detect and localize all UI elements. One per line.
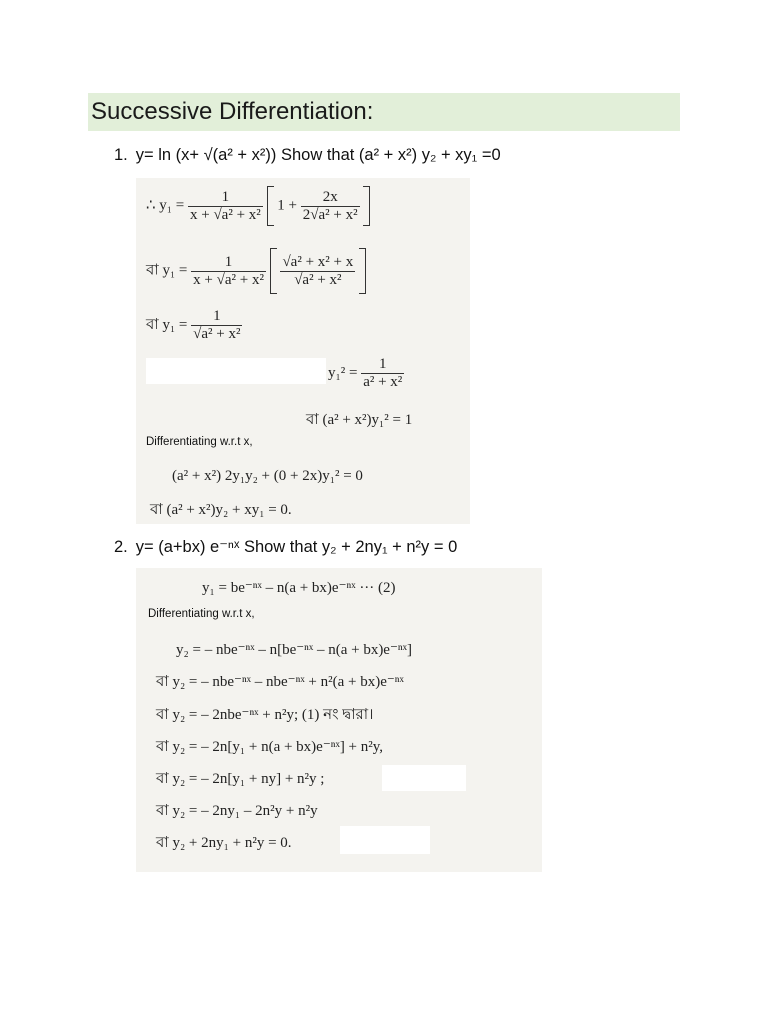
s1-l2-lhs: বা y₁ =: [146, 262, 188, 279]
solution-1-scan: [136, 178, 470, 524]
s1-l2-num: 1: [191, 254, 266, 272]
s1-l2-frac: [191, 254, 266, 289]
solution-1-diff-note: Differentiating w.r.t x,: [146, 436, 253, 448]
solution-2-diff-note: Differentiating w.r.t x,: [148, 608, 255, 620]
s1-l1-den: x + √a² + x²: [189, 206, 261, 223]
s1-l1-inner-den: 2√a² + x²: [302, 206, 358, 223]
s1-l2-den: x + √a² + x²: [193, 271, 264, 288]
solution-2-line-1: y₁ = be⁻ⁿˣ – n(a + bx)e⁻ⁿˣ ··· (2): [202, 580, 396, 596]
s1-l3-num: 1: [191, 308, 242, 326]
solution-1-line-7: বা (a² + x²)y₂ + xy₁ = 0.: [150, 502, 292, 518]
s1-l2-inner-den: √a² + x²: [294, 271, 342, 288]
solution-1-line-4: [328, 356, 404, 391]
s1-l2-bracket-left: [270, 248, 277, 294]
problem-2-text: y= (a+bx) e⁻ⁿˣ Show that y₂ + 2ny₁ + n²y = 0: [135, 538, 458, 556]
solution-2-line-5: বা y₂ = – 2n[y₁ + n(a + bx)e⁻ⁿˣ] + n²y,: [156, 739, 384, 755]
problem-1-statement: [114, 146, 501, 165]
s1-l1-num: 1: [188, 189, 263, 207]
s1-l1-bracket-left: [267, 186, 274, 226]
s1-l1-frac: [188, 189, 263, 224]
solution-1-line-2: [146, 248, 366, 294]
problem-1-number: 1.: [114, 146, 128, 164]
s1-l4-den: a² + x²: [363, 374, 403, 390]
solution-2-line-2: y₂ = – nbe⁻ⁿˣ – n[be⁻ⁿˣ – n(a + bx)e⁻ⁿˣ]: [176, 642, 412, 658]
redaction-box-3: [340, 826, 430, 854]
s1-l2-bracket-right: [359, 248, 366, 294]
solution-1-line-5: বা (a² + x²)y₁² = 1: [306, 412, 413, 428]
s1-l4-lhs: y₁² =: [328, 364, 358, 381]
s1-l3-frac: [191, 308, 242, 343]
redaction-box-2: [382, 765, 466, 791]
problem-2-number: 2.: [114, 538, 128, 556]
solution-2-line-6: বা y₂ = – 2n[y₁ + ny] + n²y ;: [156, 771, 325, 787]
solution-2-line-3: বা y₂ = – nbe⁻ⁿˣ – nbe⁻ⁿˣ + n²(a + bx)e⁻ⁿˣ: [156, 674, 404, 690]
solution-2-line-7: বা y₂ = – 2ny₁ – 2n²y + n²y: [156, 803, 318, 819]
s1-l1-bracket-right: [363, 186, 370, 226]
s1-l1-inner-frac: [301, 189, 360, 224]
solution-1-line-3: [146, 308, 242, 343]
s1-l2-inner-num: √a² + x² + x: [282, 253, 354, 270]
problem-1-text: y= ln (x+ √(a² + x²)) Show that (a² + x²) y₂ + xy₁ =0: [135, 146, 501, 164]
s1-l3-lhs: বা y₁ =: [146, 316, 188, 333]
solution-2-scan: [136, 568, 542, 872]
redaction-box: [146, 358, 326, 384]
page-heading: Successive Differentiation:: [88, 93, 680, 131]
s1-l1-lhs: ∴ y₁ =: [146, 197, 185, 214]
solution-2-line-8: বা y₂ + 2ny₁ + n²y = 0.: [156, 835, 292, 851]
problem-2-statement: [114, 537, 457, 557]
s1-l4-num: 1: [361, 356, 404, 374]
s1-l1-inner-num: 2x: [301, 189, 360, 207]
solution-1-line-1: [146, 186, 370, 226]
s1-l2-inner-frac: [280, 254, 355, 289]
s1-l4-frac: [361, 356, 404, 391]
solution-2-line-4: বা y₂ = – 2nbe⁻ⁿˣ + n²y; (1) নং দ্বারা।: [156, 707, 374, 723]
solution-1-line-6: (a² + x²) 2y₁y₂ + (0 + 2x)y₁² = 0: [172, 468, 363, 484]
s1-l1-one-plus: 1 +: [277, 197, 298, 214]
s1-l3-den: √a² + x²: [193, 326, 241, 342]
